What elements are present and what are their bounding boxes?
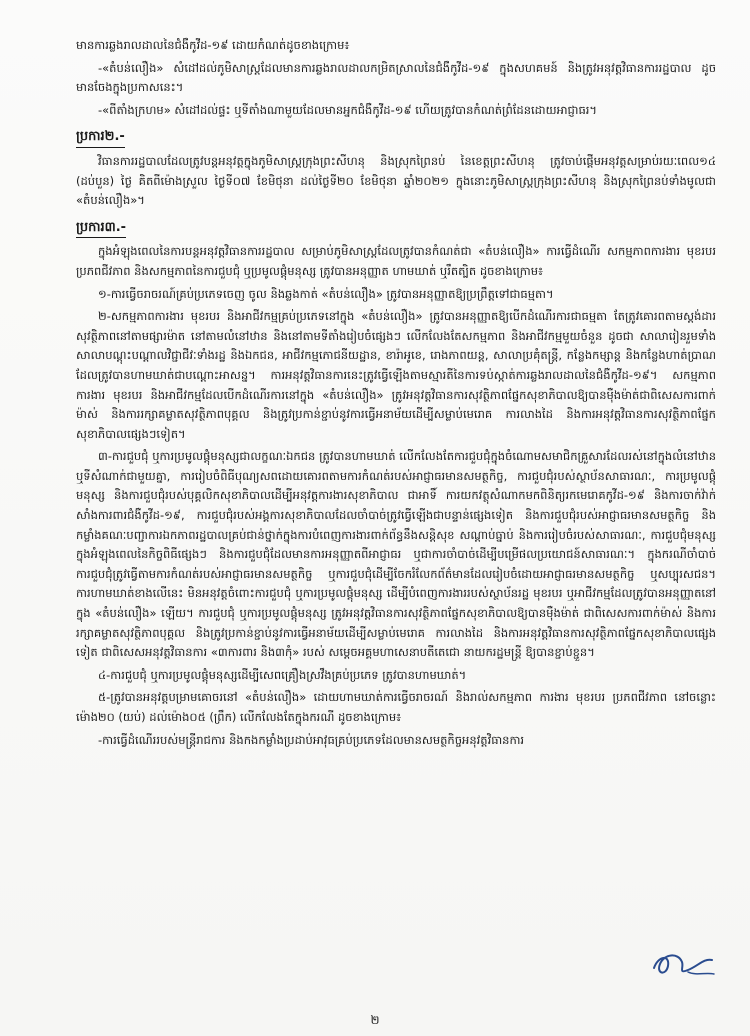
signature-mark bbox=[648, 946, 718, 980]
article-3-item-5-exception: -ការធ្វើដំណើររបស់មន្ត្រីរាជការ និងកងកម្លាំងប្រដាប់អាវុធគ្រប់ប្រភេទដែលមានសមត្ថកិច្ចអនុវត្តវិធានការ bbox=[98, 732, 525, 747]
article-3-item-3: ៣-ការជួបជុំ ឬការប្រមូលផ្តុំមនុស្សជាលក្ខណៈឯកជន ត្រូវបានហាមឃាត់ លើកលែងតែការជួបជុំក្នុងចំណោមសមាជិកគ្រួសារដែលរស់នៅក្នុងលំនៅឋាន ឬទីសំណាក់ជាមួយគ្នា, ការរៀបចំពិធីបុណ្យសពដោយគោរពតាមការកំណត់របស់អាជ្ញាធរមានសមត្ថកិច្ច, ការជួបជុំរបស់ស្ថាប័នសាធារណៈ, ការប្រមូលផ្តុំមនុស្ស និងការជួបជុំរបស់បុគ្គលិកសុខាភិបាលដើម្បីអនុវត្តការងារសុខាភិបាល ជាអាទិ៍ ការយកវត្ថុសំណាកមកពិនិត្យរកមេរោគកូវីដ-១៩ និងការចាក់វ៉ាក់សាំងការពារជំងឺកូវីដ-១៩, ការជួបជុំរបស់អង្គការសុខាភិបាលដែលចាំបាច់ត្រូវធ្វើឡើងជាបន្ទាន់ផ្សេងទៀត និងការជួបជុំរបស់អាជ្ញាធរមានសមត្ថកិច្ច និងកម្លាំងគណៈបញ្ជាការឯកភាពរដ្ឋបាលគ្រប់ជាន់ថ្នាក់ក្នុងការបំពេញការងារពាក់ព័ន្ធនឹងសន្តិសុខ សណ្តាប់ធ្នាប់ និងការរៀបចំរបស់សាធារណៈ, ការជួបជុំមនុស្សក្នុងអំឡុងពេលនៃកិច្ចពិធីផ្សេងៗ និងការជួបជុំដែលមានការអនុញ្ញាតពីអាជ្ញាធរ ឬជាការចាំបាច់ដើម្បីបម្រើផលប្រយោជន៍សាធារណៈ។ ក្នុងករណីចាំបាច់ការជួបជុំត្រូវធ្វើតាមការកំណត់របស់អាជ្ញាធរមានសមត្ថកិច្ច ឬការជួបជុំដើម្បីចែករំលែកព័ត៌មានដែលរៀបចំដោយអាជ្ញាធរមានសមត្ថកិច្ច ឬសប្បុរសជន។ ការហាមឃាត់ខាងលើនេះ មិនអនុវត្តចំពោះការជួបជុំ ឬការប្រមូលផ្តុំមនុស្ស ដើម្បីបំពេញការងាររបស់ស្ថាប័នរដ្ឋ មុខរបរ ឬអាជីវកម្មដែលត្រូវបានអនុញ្ញាតនៅក្នុង «តំបន់លឿង» ឡើយ។ ការជួបជុំ ឬការប្រមូលផ្តុំមនុស្ស ត្រូវអនុវត្តវិធានការសុវត្ថិភាពផ្នែកសុខាភិបាលឱ្យបានម៉ឺងម៉ាត់ ជាពិសេសការពាក់ម៉ាស់ និងការរក្សាគម្លាតសុវត្ថិភាពបុគ្គល និងត្រូវប្រកាន់ខ្ជាប់នូវការធ្វើអនាម័យដើម្បីសម្លាប់មេរោគ ការលាងដៃ និងការអនុវត្តវិធានការសុវត្ថិភាពផ្នែកសុខាភិបាលផ្សេងទៀត ជាពិសេសអនុវត្តវិធានការ «៣ការពារ និង៣កុំ» របស់ សម្តេចអគ្គមហាសេនាបតីតេជោ នាយករដ្ឋមន្ត្រី ឱ្យបានខ្ជាប់ខ្ជួន។ bbox=[76, 449, 716, 660]
definition-yellow-zone: -«តំបន់លឿង» សំដៅដល់ភូមិសាស្ត្រដែលមានការឆ្លងរាលដាលកម្រិតស្រាលនៃជំងឺកូវីដ-១៩ ក្នុងសហគមន៍ និងត្រូវអនុវត្តវិធានការរដ្ឋបាល ដូចមានចែងក្នុងប្រកាសនេះ។ bbox=[76, 60, 716, 95]
article-3-heading: ប្រការ៣.- bbox=[76, 218, 126, 239]
article-3-item-5: ៥-ត្រូវបានអនុវត្តបម្រាមគោចរនៅ «តំបន់លឿង» ដោយហាមឃាត់ការធ្វើចរាចរណ៍ និងរាល់សកម្មភាព ការងារ មុខរបរ ប្រភពជីវភាព នៅចន្លោះម៉ោង២០ (យប់) ដល់ម៉ោង០៥ (ព្រឹក) លើកលែងតែក្នុងករណី ដូចខាងក្រោម៖ bbox=[76, 690, 716, 724]
page-number: ២ bbox=[370, 1013, 380, 1027]
document-body bbox=[76, 36, 716, 753]
definition-red-location: -«ពីតាំងក្រហម» សំដៅដល់ផ្ទះ ឬទីតាំងណាមួយដែលមានអ្នកជំងឺកូវីដ-១៩ ហើយត្រូវបានកំណត់ព្រំដែនដោយអាជ្ញាធរ។ bbox=[98, 102, 598, 117]
article-3-item-1: ១-ការធ្វើចរាចរណ៍គ្រប់ប្រភេទចេញ ចូល និងឆ្លងកាត់ «តំបន់លឿង» ត្រូវបានអនុញ្ញាតឱ្យប្រព្រឹត្តទៅជាធម្មតា។ bbox=[98, 286, 554, 301]
intro-line: មានការឆ្លងរាលដាលនៃជំងឺកូវីដ-១៩ ដោយកំណត់ដូចខាងក្រោម៖ bbox=[76, 38, 350, 52]
article-3-intro: ក្នុងអំឡុងពេលនៃការបន្តអនុវត្តវិធានការរដ្ឋបាល សម្រាប់ភូមិសាស្ត្រដែលត្រូវបានកំណត់ជា «តំបន់លឿង» ការធ្វើដំណើរ សកម្មភាពការងារ មុខរបរ ប្រភពជីវភាព និងសកម្មភាពនៃការជួបជុំ ឬប្រមូលផ្តុំមនុស្ស ត្រូវបានអនុញ្ញាត ហាមឃាត់ ឬរឹតត្បិត ដូចខាងក្រោម៖ bbox=[76, 244, 716, 278]
article-3-item-4: ៤-ការជួបជុំ ឬការប្រមូលផ្តុំមនុស្សដើម្បីសេពគ្រឿងស្រវឹងគ្រប់ប្រភេទ ត្រូវបានហាមឃាត់។ bbox=[98, 667, 467, 682]
article-3-item-2: ២-សកម្មភាពការងារ មុខរបរ និងអាជីវកម្មគ្រប់ប្រភេទនៅក្នុង «តំបន់លឿង» ត្រូវបានអនុញ្ញាតឱ្យបើកដំណើរការជាធម្មតា តែត្រូវគោរពតាមស្តង់ដារសុវត្ថិភាពនៅតាមផ្សារម៉ាត នៅតាមលំនៅឋាន និងនៅតាមទីតាំងរៀបចំផ្សេងៗ លើកលែងតែសកម្មភាព និងអាជីវកម្មមួយចំនួន ដូចជា សាលារៀនរួមទាំងសាលាបណ្តុះបណ្តាលវិជ្ជាជីវៈទាំងរដ្ឋ និងឯកជន, អាជីវកម្មភោជនីយដ្ឋាន, ខារ៉ាអូខេ, រោងភាពយន្ត, សាលាប្រគុំតន្ត្រី, កន្លែងកម្សាន្ត និងកន្លែងហាត់ប្រាណ ដែលត្រូវបានហាមឃាត់ជាបណ្តោះអាសន្ន។ ការអនុវត្តវិធានការនេះត្រូវធ្វើឡើងតាមស្មារតីនៃការទប់ស្កាត់ការឆ្លងរាលដាលនៃជំងឺកូវីដ-១៩។ សកម្មភាពការងារ មុខរបរ និងអាជីវកម្មដែលបើកដំណើរការនៅក្នុង «តំបន់លឿង» ត្រូវអនុវត្តវិធានការសុវត្ថិភាពផ្នែកសុខាភិបាលឱ្យបានម៉ឺងម៉ាត់ជាពិសេសការពាក់ម៉ាស់ និងការរក្សាគម្លាតសុវត្ថិភាពបុគ្គល និងត្រូវប្រកាន់ខ្ជាប់នូវការធ្វើអនាម័យដើម្បីសម្លាប់មេរោគ ការលាងដៃ និងការអនុវត្តវិធានការសុវត្ថិភាពផ្នែកសុខាភិបាលផ្សេងៗទៀត។ bbox=[76, 309, 716, 441]
article-2-text: វិធានការរដ្ឋបាលដែលត្រូវបន្តអនុវត្តក្នុងភូមិសាស្ត្រក្រុងព្រះសីហនុ និងស្រុកព្រៃនប់ នៃខេត្តព្រះសីហនុ ត្រូវចាប់ផ្តើមអនុវត្តសម្រាប់រយៈពេល១៤ (ដប់បួន) ថ្ងៃ គិតពីម៉ោងស្រួល ថ្ងៃទី០៧ ខែមិថុនា ដល់ថ្ងៃទី២០ ខែមិថុនា ឆ្នាំ២០២១ ក្នុងនោះភូមិសាស្ត្រក្រុងព្រះសីហនុ និងស្រុកព្រៃនប់ទាំងមូលជា «តំបន់លឿង»។ bbox=[76, 153, 716, 208]
article-2-heading: ប្រការ២.- bbox=[76, 127, 125, 148]
